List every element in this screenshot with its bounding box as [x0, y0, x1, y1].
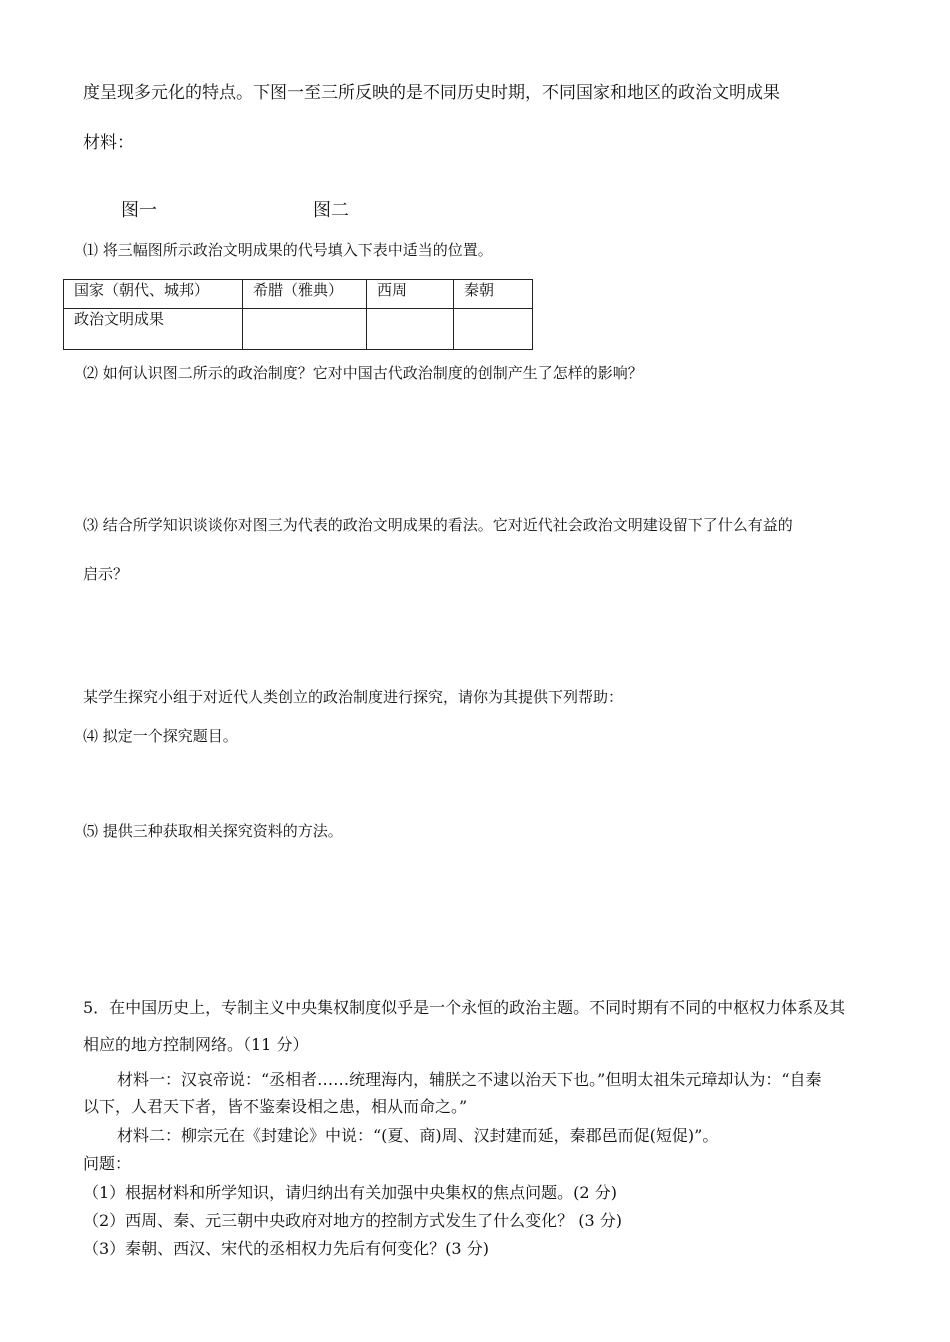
table-answer-cell[interactable] [454, 309, 533, 350]
group-instruction: 某学生探究小组于对近代人类创立的政治制度进行探究，请你为其提供下列帮助： [83, 688, 624, 706]
material-1-line-2: 以下，人君天下者，皆不鉴秦设相之患，相从而命之。” [83, 1097, 468, 1116]
material-2: 材料二：柳宗元在《封建论》中说：“(夏、商)周、汉封建而延，秦郡邑而促(短促)”。 [117, 1126, 719, 1145]
table-row-label: 政治文明成果 [64, 309, 243, 350]
question-2: ⑵ 如何认识图二所示的政治制度？它对中国古代政治制度的创制产生了怎样的影响？ [83, 364, 643, 382]
sub-question-3: （3）秦朝、西汉、宋代的丞相权力先后有何变化？(3 分) [83, 1239, 489, 1258]
table-header-cell: 西周 [367, 280, 454, 309]
table-header-row [64, 280, 533, 309]
material-1-line-1: 材料一：汉哀帝说：“丞相者……统理海内，辅朕之不逮以治天下也。”但明太祖朱元璋却认为：“自秦 [117, 1070, 822, 1089]
table-row [64, 309, 533, 350]
sub-question-2: （2）西周、秦、元三朝中央政府对地方的控制方式发生了什么变化？ (3 分) [83, 1211, 623, 1230]
question-3-line-2: 启示？ [83, 565, 129, 583]
problem-5-line-2: 相应的地方控制网络。（11 分） [83, 1035, 309, 1054]
question-5: ⑸ 提供三种获取相关探究资料的方法。 [83, 822, 343, 840]
table-header-cell: 希腊（雅典） [243, 280, 367, 309]
sub-question-1: （1）根据材料和所学知识，请归纳出有关加强中央集权的焦点问题。(2 分) [83, 1183, 617, 1202]
figure-label-1: 图一 [121, 200, 157, 221]
intro-line-1: 度呈现多元化的特点。下图一至三所反映的是不同历史时期，不同国家和地区的政治文明成果 [83, 83, 780, 103]
question-1: ⑴ 将三幅图所示政治文明成果的代号填入下表中适当的位置。 [83, 241, 493, 259]
problem-5-line-1: 5．在中国历史上，专制主义中央集权制度似乎是一个永恒的政治主题。不同时期有不同的中枢权力体系及其 [83, 998, 846, 1017]
intro-line-2: 材料： [83, 133, 134, 153]
question-4: ⑷ 拟定一个探究题目。 [83, 727, 238, 745]
questions-label: 问题： [83, 1154, 132, 1173]
table-header-cell: 国家（朝代、城邦） [64, 280, 243, 309]
figure-label-2: 图二 [313, 200, 349, 221]
table-answer-cell[interactable] [243, 309, 367, 350]
table-header-cell: 秦朝 [454, 280, 533, 309]
answer-table [63, 279, 533, 350]
table-answer-cell[interactable] [367, 309, 454, 350]
question-3-line-1: ⑶ 结合所学知识谈谈你对图三为代表的政治文明成果的看法。它对近代社会政治文明建设留下了什么有益的 [83, 516, 793, 534]
